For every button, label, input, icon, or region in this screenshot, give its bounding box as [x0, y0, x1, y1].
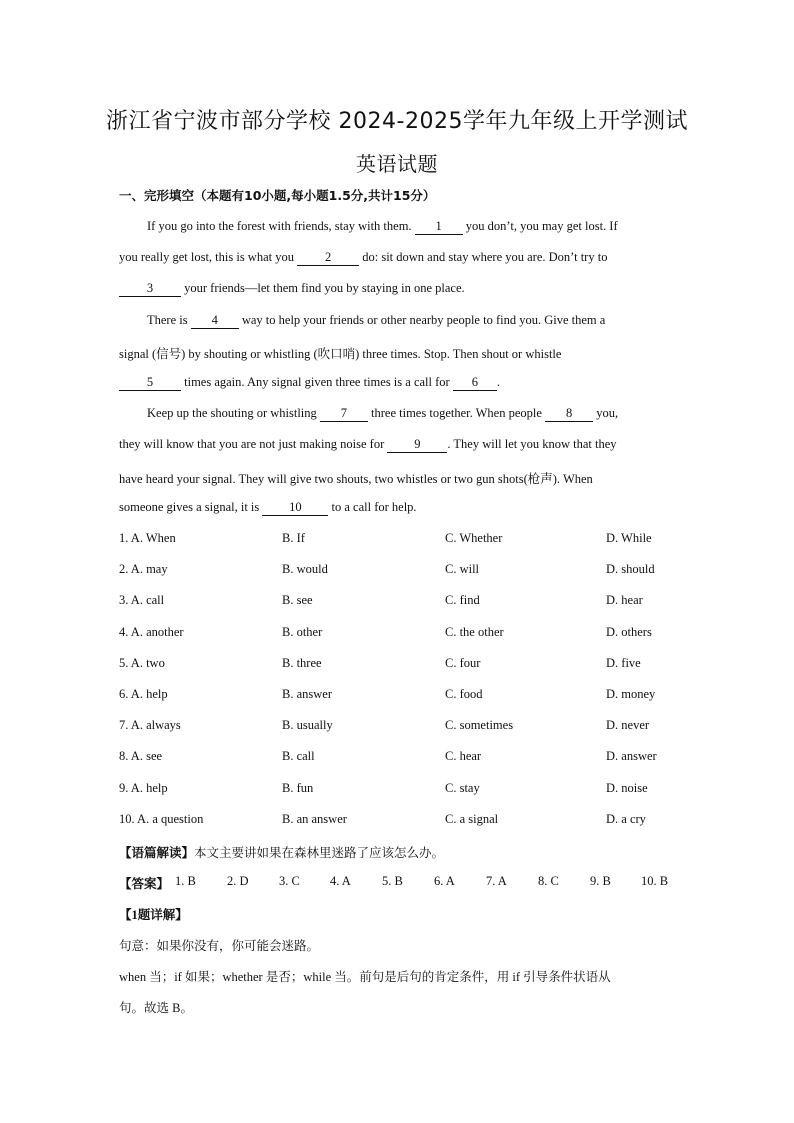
blank-5: 5 [119, 376, 181, 391]
analysis-label: 【语篇解读】 [119, 846, 195, 860]
answer-4: 4. A [330, 874, 351, 888]
answers-label: 【答案】 [119, 876, 170, 891]
option-3-d: D. hear [606, 593, 643, 607]
passage-line-7: Keep up the shouting or whistling 7 three times together. When people 8 you, [147, 406, 619, 420]
analysis-text: 本文主要讲如果在森林里迷路了应该怎么办。 [194, 846, 445, 860]
answer-6: 6. A [434, 874, 455, 888]
option-9-d: D. noise [606, 781, 648, 795]
option-1-b: B. If [282, 531, 305, 545]
answer-5: 5. B [382, 874, 403, 888]
answers-line [119, 874, 679, 892]
option-10-a: 10. A. a question [119, 812, 204, 826]
answer-10: 10. B [641, 874, 669, 888]
passage-line-4: There is 4 way to help your friends or other nearby people to find you. Give them a [147, 313, 606, 327]
option-9-b: B. fun [282, 781, 314, 795]
option-5-a: 5. A. two [119, 656, 165, 670]
option-5-d: D. five [606, 656, 641, 670]
option-3-a: 3. A. call [119, 593, 165, 607]
page-subtitle: 英语试题 [356, 152, 438, 176]
passage-line-1: If you go into the forest with friends, stay with them. 1 you don’t, you may get lost. If [147, 219, 618, 233]
section-heading: 一、完形填空（本题有10小题,每小题1.5分,共计15分） [119, 188, 436, 203]
option-8-d: D. answer [606, 749, 657, 763]
option-1-c: C. Whether [445, 531, 503, 545]
blank-10: 10 [262, 501, 328, 516]
passage-line-5: signal (信号) by shouting or whistling (吹口哨) three times. Stop. Then shout or whistle [119, 347, 562, 361]
blank-3: 3 [119, 282, 181, 297]
passage-line-9: have heard your signal. They will give two shouts, two whistles or two gun shots(枪声). When [119, 472, 593, 486]
option-1-a: 1. A. When [119, 531, 176, 545]
answer-2: 2. D [227, 874, 249, 888]
detail-line-3: 句。故选 B。 [119, 1001, 193, 1015]
option-5-b: B. three [282, 656, 322, 670]
detail-heading: 【1题详解】 [119, 908, 188, 922]
answer-1: 1. B [175, 874, 196, 888]
answer-3: 3. C [279, 874, 300, 888]
option-9-c: C. stay [445, 781, 480, 795]
option-10-d: D. a cry [606, 812, 646, 826]
option-7-b: B. usually [282, 718, 333, 732]
option-8-a: 8. A. see [119, 749, 163, 763]
blank-4: 4 [191, 314, 239, 329]
detail-line-1: 句意：如果你没有，你可能会迷路。 [119, 939, 320, 953]
option-3-c: C. find [445, 593, 480, 607]
option-4-c: C. the other [445, 625, 504, 639]
option-1-d: D. While [606, 531, 652, 545]
option-2-a: 2. A. may [119, 562, 168, 576]
blank-6: 6 [453, 376, 497, 391]
page-title: 浙江省宁波市部分学校 2024-2025学年九年级上开学测试 [106, 109, 688, 134]
blank-7: 7 [320, 407, 368, 422]
option-6-a: 6. A. help [119, 687, 168, 701]
option-2-d: D. should [606, 562, 655, 576]
detail-line-2: when 当；if 如果；whether 是否；while 当。前句是后句的肯定条件，用 if 引导条件状语从 [119, 970, 611, 984]
option-10-b: B. an answer [282, 812, 347, 826]
option-8-b: B. call [282, 749, 315, 763]
answer-7: 7. A [486, 874, 507, 888]
passage-line-3: 3 your friends—let them find you by staying in one place. [119, 281, 675, 297]
option-6-d: D. money [606, 687, 656, 701]
option-2-b: B. would [282, 562, 328, 576]
answer-8: 8. C [538, 874, 559, 888]
option-5-c: C. four [445, 656, 481, 670]
option-3-b: B. see [282, 593, 313, 607]
passage-line-10: someone gives a signal, it is 10 to a call for help. [119, 500, 417, 514]
blank-1: 1 [415, 220, 463, 235]
option-4-b: B. other [282, 625, 323, 639]
blank-9: 9 [387, 438, 447, 453]
blank-2: 2 [297, 251, 359, 266]
passage-line-2: you really get lost, this is what you 2 do: sit down and stay where you are. Don’t try to [119, 250, 608, 264]
option-7-a: 7. A. always [119, 718, 181, 732]
option-7-d: D. never [606, 718, 650, 732]
option-6-c: C. food [445, 687, 483, 701]
option-6-b: B. answer [282, 687, 332, 701]
option-4-a: 4. A. another [119, 625, 184, 639]
option-4-d: D. others [606, 625, 652, 639]
blank-8: 8 [545, 407, 593, 422]
option-2-c: C. will [445, 562, 480, 576]
option-9-a: 9. A. help [119, 781, 168, 795]
option-10-c: C. a signal [445, 812, 499, 826]
answer-9: 9. B [590, 874, 611, 888]
option-8-c: C. hear [445, 749, 482, 763]
option-7-c: C. sometimes [445, 718, 514, 732]
analysis-line [119, 843, 444, 861]
passage-line-6: 5 times again. Any signal given three times is a call for 6 . [119, 375, 675, 391]
passage-line-8: they will know that you are not just making noise for 9 . They will let you know that they [119, 437, 617, 451]
